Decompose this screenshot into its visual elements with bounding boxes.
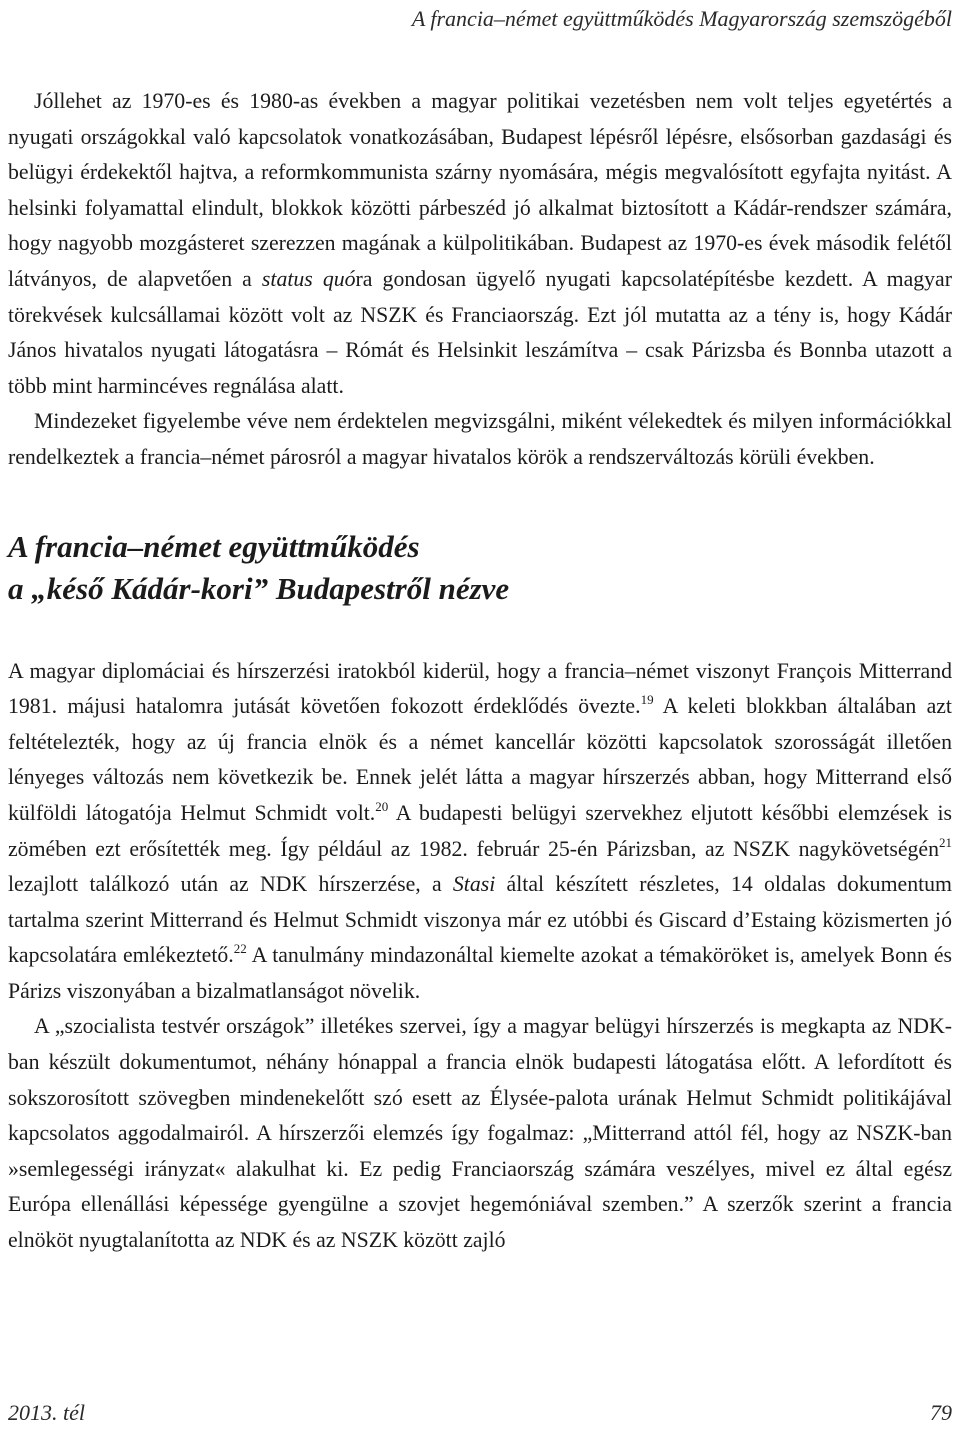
footnote-ref-19[interactable]: 19 <box>640 692 654 708</box>
section-heading-line-2: a „késő Kádár-kori” Budapestről nézve <box>8 570 510 606</box>
footnote-ref-22[interactable]: 22 <box>233 941 247 957</box>
latin-term: status quó <box>261 266 356 291</box>
stasi-term: Stasi <box>452 872 496 897</box>
page-footer <box>8 1396 952 1428</box>
footnote-ref-21[interactable]: 21 <box>939 834 952 850</box>
footnote-ref-20[interactable]: 20 <box>375 798 389 814</box>
section-paragraph-1: A magyar diplomáciai és hírszerzési iratokból kiderül, hogy a francia–német viszonyt François Mitterrand 1981. májusi hatalomra jutását követően fokozott érdeklődés övezte.$^{19}$ A keleti blokkban általában azt feltételezték, hogy az új francia elnök és a német kancellár közötti kapcsolatok szorosságát illetően lényeges változás nem következik be. Ennek jelét látta a magyar hírszerzés abban, hogy Mitterrand első külföldi látogatója Helmut Schmidt volt.$^{20}$ A budapesti belügyi szervekhez eljutott későbbi elemzések is zömében ezt erősítették meg. Így például az 1982. február 25-én Párizsban, az NSZK nagykövetségén$^{21}$ lezajlott találkozó után az NDK hírszerzése, a Stasi által készített részletes, 14 oldalas dokumentum tartalma szerint Mitterrand és Helmut Schmidt viszonya már ez utóbbi és Giscard d’Estaing közismerten jó kapcsolatára emlékeztető.$^{22}$ A tanulmány mindazonáltal kiemelte azokat a témaköröket is, amelyek Bonn és Párizs viszonyában a bizalmatlanságot növelik. <box>8 658 953 1003</box>
section-body <box>8 654 952 1259</box>
section-heading <box>8 526 952 610</box>
intro-paragraph-1: Jóllehet az 1970-es és 1980-as években a magyar politikai vezetésben nem volt teljes egyetértés a nyugati országokkal való kapcsolatok vonatkozásában, Budapest lépésről lépésre, elsősorban gazdasági és belügyi érdekektől hajtva, a reformkommunista szárny nyomására, mégis megvalósított egyfajta nyitást. A helsinki folyamattal elindult, blokkok közötti párbeszéd jó alkalmat biztosított a Kádár-rendszer számára, hogy nagyobb mozgásteret szerezzen magának a külpolitikában. Budapest az 1970-es évek második felétől látványos, de alapvetően a status quóra gondosan ügyelő nyugati kapcsolatépítésbe kezdett. A magyar törekvések kulcsállamai között volt az NSZK és Franciaország. Ezt jól mutatta az a tény is, hogy Kádár János hivatalos nyugati látogatásra – Rómát és Helsinkit leszámítva – csak Párizsba és Bonnba utazott a több mint harmincéves regnálása alatt. <box>8 89 952 398</box>
running-header: A francia–német együttműködés Magyarország szemszögéből <box>411 6 952 31</box>
issue-label: 2013. tél <box>8 1400 85 1425</box>
page-number: 79 <box>930 1400 952 1425</box>
section-paragraph-2: A „szocialista testvér országok” illetékes szervei, így a magyar belügyi hírszerzés is megkapta az NDK-ban készült dokumentumot, néhány hónappal a francia elnök budapesti látogatása előtt. A lefordított és sokszorosított szövegben mindenekelőtt szó esett az Élysée-palota urának Helmut Schmidt politikájával kapcsolatos aggodalmairól. A hírszerzői elemzés így fogalmaz: „Mitterrand attól fél, hogy az NSZK-ban »semlegességi irányzat« alakulhat ki. Ez pedig Franciaország számára veszélyes, mivel ez által egész Európa ellenállási képessége gyengülne a szovjet hegemóniával szemben.” A szerzők szerint a francia elnököt nyugtalanította az NDK és az NSZK között zajló <box>8 1014 952 1253</box>
article-body <box>8 84 952 1259</box>
intro-paragraph-2: Mindezeket figyelembe véve nem érdektelen megvizsgálni, miként vélekedtek és milyen információkkal rendelkeztek a francia–német párosról a magyar hivatalos körök a rendszerváltozás körüli években. <box>8 409 952 469</box>
section-heading-line-1: A francia–német együttműködés <box>8 528 420 564</box>
